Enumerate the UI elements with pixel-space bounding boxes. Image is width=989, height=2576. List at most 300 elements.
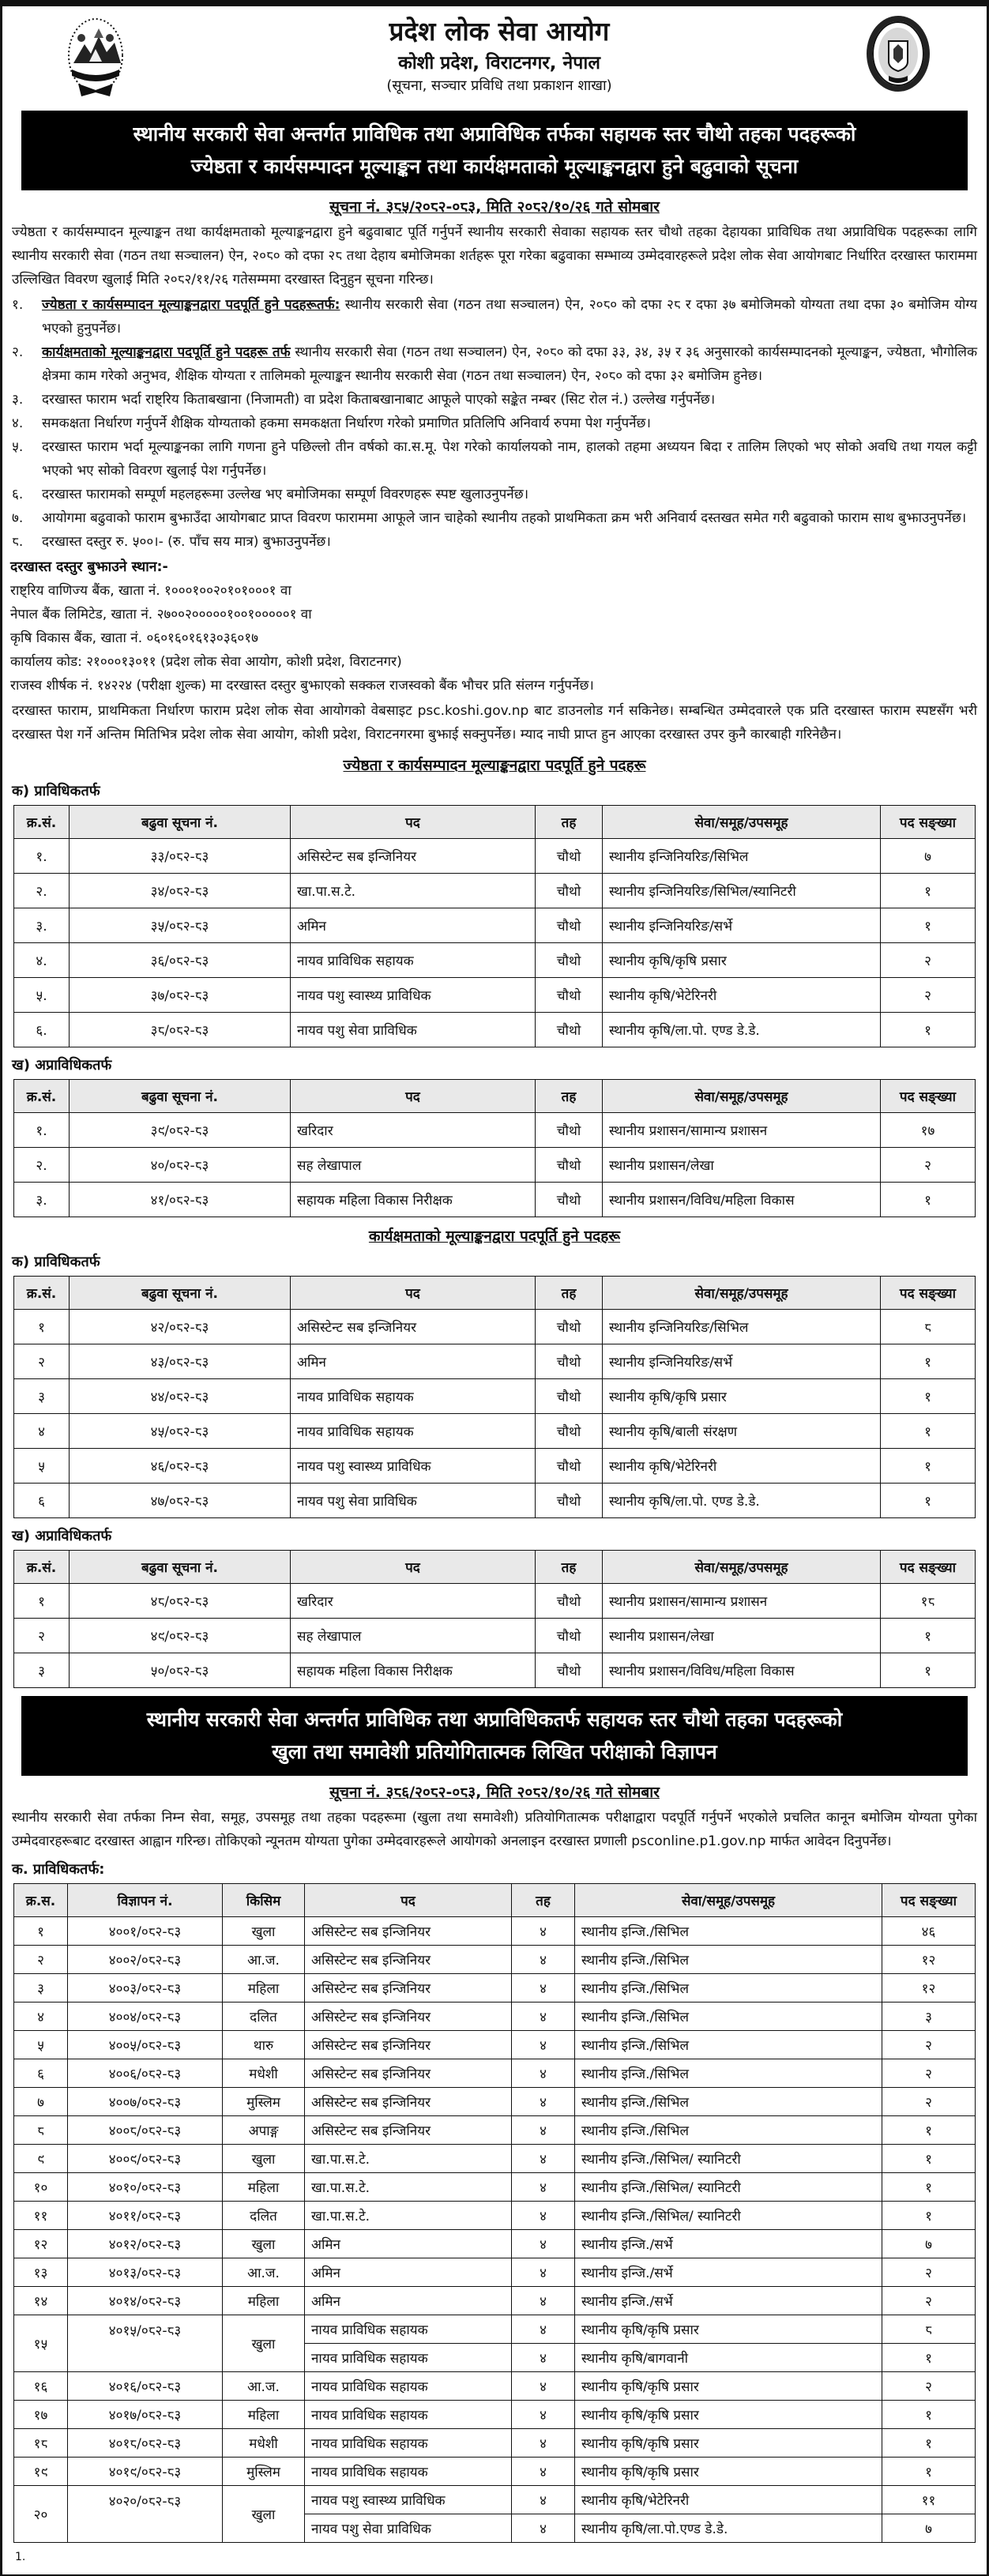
column-header: बढुवा सूचना नं.: [70, 1551, 291, 1584]
table-cell: ४: [512, 2372, 575, 2401]
table-cell: चौथो: [536, 1344, 603, 1379]
table-cell: स्थानीय इन्जि./सर्भे: [575, 2230, 882, 2258]
table-cell: ४०१०/०८२-८३: [68, 2173, 223, 2202]
table-cell: ३: [14, 1974, 68, 2003]
table-cell: ३६/०८२-८३: [70, 943, 291, 978]
table-cell: असिस्टेन्ट सब इन्जिनियर: [305, 1946, 512, 1974]
table-cell: ७: [881, 839, 976, 874]
table-cell: ४: [512, 2088, 575, 2116]
table-cell: १: [882, 2173, 976, 2202]
promotion-notice-banner: [21, 111, 968, 190]
notice-number-line: सूचना नं. ३८५/२०८२-०८३, मिति २०८२/१०/२६ गते सोमबार: [329, 198, 660, 216]
list-item: [12, 293, 977, 340]
table-cell: १७: [881, 1113, 976, 1148]
table-cell: ३: [14, 1653, 70, 1688]
column-header: सेवा/समूह/उपसमूह: [603, 1277, 881, 1310]
table-cell: ४०१९/०८२-८३: [68, 2458, 223, 2486]
column-header: बढुवा सूचना नं.: [70, 806, 291, 839]
list-item: [12, 412, 977, 435]
list-item: [12, 506, 977, 530]
table-row: [14, 874, 976, 908]
table-cell: १: [881, 1183, 976, 1217]
table-cell: स्थानीय कृषि/बागवानी: [575, 2344, 882, 2372]
list-item-lead: कार्यक्षमताको मूल्याङ्कनद्वारा पदपूर्ति हुने पदहरू तर्फ: [42, 344, 291, 360]
table-cell: अमिन: [305, 2287, 512, 2315]
table-cell: ४००३/०८२-८३: [68, 1974, 223, 2003]
table-cell: १.: [14, 839, 70, 874]
table-cell: स्थानीय कृषि/कृषि प्रसार: [575, 2401, 882, 2429]
table-cell: १: [881, 874, 976, 908]
table-cell: १.: [14, 1113, 70, 1148]
table-cell: स्थानीय इन्जि./सर्भे: [575, 2258, 882, 2287]
table-cell: खा.पा.स.टे.: [291, 874, 536, 908]
table-cell: नायव प्राविधिक सहायक: [291, 1379, 536, 1414]
table-cell: नायव प्राविधिक सहायक: [291, 943, 536, 978]
table-row: [14, 1653, 976, 1688]
open-competition-intro: स्थानीय सरकारी सेवा तर्फका निम्न सेवा, समूह, उपसमूह तथा तहका पदहरूमा (खुला तथा समावेशी) प्रतियोगितात्मक परीक्षाद्वारा पदपूर्ति गर्नुपर्ने भएकोले प्रचलित कानून बमोजिम योग्यता पुगेका उम्मेदवारहरूबाट दरखास्त आह्वान गरिन्छ। तोकिएको न्यूनतम योग्यता पुगेका उम्मेदवारहरूले आयोगको अनलाइन दरखास्त प्रणाली psconline.p1.gov.np मार्फत आवेदन दिनुपर्नेछ।: [12, 1810, 977, 1849]
table-cell: ३.: [14, 908, 70, 943]
table-header-row: [14, 1080, 976, 1113]
table-cell: चौथो: [536, 1013, 603, 1047]
table-cell: दलित: [223, 2202, 305, 2230]
table-cell: १२: [14, 2230, 68, 2258]
org-branch: (सूचना, सञ्चार प्रविधि तथा प्रकाशन शाखा): [386, 77, 612, 94]
table-cell: खुला: [223, 2486, 305, 2543]
table-row: [14, 2173, 976, 2202]
table-cell: चौथो: [536, 1449, 603, 1484]
table-cell: स्थानीय कृषि/बाली संरक्षण: [603, 1414, 881, 1449]
table-cell: स्थानीय कृषि/कृषि प्रसार: [575, 2315, 882, 2344]
column-header: क्र.सं.: [14, 1080, 70, 1113]
table-cell: ७: [14, 2088, 68, 2116]
table-cell: ४०१५/०८२-८३: [68, 2315, 223, 2372]
table-cell: ८: [882, 2315, 976, 2344]
table-cell: ११: [14, 2202, 68, 2230]
table-cell: खा.पा.स.टे.: [305, 2145, 512, 2173]
nepal-emblem-logo: [58, 14, 133, 106]
table-cell: ४००२/०८२-८३: [68, 1946, 223, 1974]
table-row: [14, 978, 976, 1013]
table-cell: १: [882, 2458, 976, 2486]
table-cell: ४०/०८२-८३: [70, 1148, 291, 1183]
column-header: क्र.सं.: [14, 806, 70, 839]
table-cell: २: [882, 2088, 976, 2116]
efficiency-nontechnical-table: [13, 1550, 976, 1688]
table-cell: स्थानीय कृषि/ला.पो.एण्ड डे.डे.: [575, 2514, 882, 2543]
seniority-section-heading: ज्येष्ठता र कार्यसम्पादन मूल्याङ्कनद्वारा पदपूर्ति हुने पदहरू: [343, 757, 646, 774]
table-row: [14, 1584, 976, 1619]
table-row: [14, 2287, 976, 2315]
table-cell: चौथो: [536, 874, 603, 908]
table-row: [14, 2003, 976, 2031]
table-cell: ४: [512, 1917, 575, 1946]
table-cell: असिस्टेन्ट सब इन्जिनियर: [291, 839, 536, 874]
table-cell: ६: [14, 1484, 70, 1518]
table-cell: ४७/०८२-८३: [70, 1484, 291, 1518]
table-cell: १: [882, 2344, 976, 2372]
table-cell: अमिन: [291, 1344, 536, 1379]
seniority-nontechnical-table: [13, 1079, 976, 1217]
table-cell: ४३/०८२-८३: [70, 1344, 291, 1379]
table-row: [14, 1484, 976, 1518]
table-row: [14, 908, 976, 943]
table-cell: २: [14, 1619, 70, 1653]
table-cell: स्थानीय इन्जि./सिभिल/ स्यानिटरी: [575, 2145, 882, 2173]
table-row: [14, 2315, 976, 2344]
column-header: पद: [291, 1080, 536, 1113]
table-cell: १: [881, 1484, 976, 1518]
org-name: प्रदेश लोक सेवा आयोग: [389, 16, 610, 47]
table-row: [14, 1113, 976, 1148]
column-header: तह: [536, 1551, 603, 1584]
table-cell: नायव पशु स्वास्थ्य प्राविधिक: [305, 2486, 512, 2514]
column-header: पद सङ्ख्या: [881, 1551, 976, 1584]
list-item-text: समकक्षता निर्धारण गर्नुपर्ने शैक्षिक योग्यताको हकमा समकक्षता निर्धारण गरेको प्रमाणित प्रतिलिपि अनिवार्य रुपमा पेश गर्नुपर्नेछ।: [42, 416, 651, 431]
column-header: पद सङ्ख्या: [881, 806, 976, 839]
table-cell: स्थानीय प्रशासन/विविध/महिला विकास: [603, 1653, 881, 1688]
table-cell: ४: [14, 2003, 68, 2031]
table-cell: असिस्टेन्ट सब इन्जिनियर: [305, 2003, 512, 2031]
table-cell: चौथो: [536, 1310, 603, 1344]
banner-line: खुला तथा समावेशी प्रतियोगितात्मक लिखित परीक्षाको विज्ञापन: [272, 1739, 717, 1763]
page-number: 1.: [15, 2551, 26, 2563]
table-cell: २०: [14, 2486, 68, 2543]
column-header: तह: [536, 1080, 603, 1113]
column-header: सेवा/समूह/उपसमूह: [603, 1551, 881, 1584]
list-item-number: ५.: [12, 439, 24, 455]
table-cell: ४००१/०८२-८३: [68, 1917, 223, 1946]
table-cell: ५: [14, 1449, 70, 1484]
table-cell: स्थानीय इन्जिनियरिङ/सिभिल: [603, 839, 881, 874]
table-cell: ४००८/०८२-८३: [68, 2116, 223, 2145]
table-cell: मुस्लिम: [223, 2088, 305, 2116]
column-header: पद सङ्ख्या: [881, 1080, 976, 1113]
table-cell: नायव प्राविधिक सहायक: [305, 2372, 512, 2401]
seniority-nontechnical-label: ख) अप्राविधिकतर्फ: [12, 1057, 112, 1074]
table-cell: स्थानीय कृषि/ला.पो. एण्ड डे.डे.: [603, 1484, 881, 1518]
table-cell: चौथो: [536, 1484, 603, 1518]
table-row: [14, 1148, 976, 1183]
table-row: [14, 1974, 976, 2003]
document-header: [10, 11, 979, 107]
list-item-text: कार्यक्षमताको मूल्याङ्कनद्वारा पदपूर्ति हुने पदहरू तर्फ स्थानीय सरकारी सेवा (गठन तथा सञ्चालन) ऐन, २०८० को दफा ३३, ३४, ३५ र ३६ अनुसारको कार्यसम्पादनको मूल्याङ्कन, ज्येष्ठता, भौगोलिक क्षेत्रमा काम गरेको अनुभव, शैक्षिक योग्यता र तालिमको मूल्याङ्कन स्थानीय सरकारी सेवा (गठन तथा सञ्चालन) ऐन, २०८० को दफा ३२ बमोजिम हुनेछ।: [42, 344, 977, 384]
table-cell: नायव प्राविधिक सहायक: [305, 2401, 512, 2429]
table-cell: चौथो: [536, 1148, 603, 1183]
table-cell: १५: [14, 2315, 68, 2372]
table-cell: ४: [512, 2514, 575, 2543]
table-cell: ४: [512, 2003, 575, 2031]
efficiency-technical-label: क) प्राविधिकतर्फ: [12, 1254, 100, 1270]
table-cell: स्थानीय इन्जि./सिभिल: [575, 2003, 882, 2031]
table-cell: १: [881, 908, 976, 943]
table-cell: स्थानीय इन्जि./सिभिल: [575, 2059, 882, 2088]
table-cell: २: [881, 978, 976, 1013]
table-cell: ४: [512, 2258, 575, 2287]
table-cell: ४: [512, 2486, 575, 2514]
table-cell: ३३/०८२-८३: [70, 839, 291, 874]
table-row: [14, 1379, 976, 1414]
table-row: [14, 1449, 976, 1484]
table-row: [14, 2145, 976, 2173]
fee-line: राजस्व शीर्षक नं. १४२२४ (परीक्षा शुल्क) मा दरखास्त दस्तुर बुझाएको सक्कल राजस्वको बैंक भौचर प्रति संलग्न गर्नुपर्नेछ।: [10, 678, 594, 694]
table-cell: स्थानीय इन्जिनियरिङ/सर्भे: [603, 1344, 881, 1379]
table-cell: स्थानीय इन्जि./सिभिल: [575, 2088, 882, 2116]
table-cell: स्थानीय इन्जिनियरिङ/सर्भे: [603, 908, 881, 943]
efficiency-technical-table: [13, 1276, 976, 1518]
table-cell: ३९/०८२-८३: [70, 1113, 291, 1148]
table-row: [14, 2059, 976, 2088]
table-cell: खा.पा.स.टे.: [305, 2202, 512, 2230]
table-cell: नायव प्राविधिक सहायक: [305, 2458, 512, 2486]
table-cell: स्थानीय प्रशासन/सामान्य प्रशासन: [603, 1584, 881, 1619]
table-row: [14, 2230, 976, 2258]
table-cell: चौथो: [536, 1379, 603, 1414]
table-header-row: [14, 1884, 976, 1917]
table-cell: खा.पा.स.टे.: [305, 2173, 512, 2202]
download-paragraph: दरखास्त फाराम, प्राथमिकता निर्धारण फाराम प्रदेश लोक सेवा आयोगको वेबसाइट psc.koshi.gov.np बाट डाउनलोड गर्न सकिनेछ। सम्बन्धित उम्मेदवारले एक प्रति दरखास्त फाराम स्पष्टसँग भरी दरखास्त पेश गर्ने अन्तिम मितिभित्र प्रदेश लोक सेवा आयोग, कोशी प्रदेश, विराटनगरमा बुझाई सक्नुपर्नेछ। म्याद नाघी प्राप्त हुन आएका दरखास्त उपर कुनै कारबाही गरिनेछैन।: [12, 703, 977, 743]
table-cell: १: [881, 1013, 976, 1047]
header-titles: [133, 14, 865, 95]
table-cell: असिस्टेन्ट सब इन्जिनियर: [305, 2031, 512, 2059]
table-cell: ३८/०८२-८३: [70, 1013, 291, 1047]
table-cell: स्थानीय कृषि/भेटेरिनरी: [575, 2486, 882, 2514]
list-item-number: ८.: [12, 534, 24, 550]
table-cell: महिला: [223, 2173, 305, 2202]
table-cell: ४००७/०८२-८३: [68, 2088, 223, 2116]
table-cell: सह लेखापाल: [291, 1619, 536, 1653]
table-row: [14, 2401, 976, 2429]
table-row: [14, 839, 976, 874]
table-header-row: [14, 1277, 976, 1310]
column-header: पद: [291, 1277, 536, 1310]
table-cell: ११: [882, 2486, 976, 2514]
banner-line: स्थानीय सरकारी सेवा अन्तर्गत प्राविधिक तथा अप्राविधिकतर्फ सहायक स्तर चौथो तहका पदहरूको: [146, 1708, 843, 1731]
table-cell: ६.: [14, 1013, 70, 1047]
table-cell: १: [881, 1653, 976, 1688]
table-cell: स्थानीय इन्जि./सिभिल/ स्यानिटरी: [575, 2202, 882, 2230]
column-header: पद: [291, 1551, 536, 1584]
table-cell: मधेशी: [223, 2059, 305, 2088]
table-cell: ४००६/०८२-८३: [68, 2059, 223, 2088]
table-cell: ३७/०८२-८३: [70, 978, 291, 1013]
table-cell: स्थानीय इन्जि./सिभिल: [575, 1946, 882, 1974]
table-cell: असिस्टेन्ट सब इन्जिनियर: [291, 1310, 536, 1344]
table-row: [14, 2458, 976, 2486]
list-item-number: १.: [12, 297, 24, 313]
column-header: सेवा/समूह/उपसमूह: [603, 806, 881, 839]
table-cell: १२: [882, 1974, 976, 2003]
advertisement-table: [13, 1883, 976, 2543]
list-item-text: दरखास्त दस्तुर रु. ५००।- (रु. पाँच सय मात्र) बुझाउनुपर्नेछ।: [42, 534, 331, 550]
table-cell: नायव प्राविधिक सहायक: [305, 2429, 512, 2458]
table-cell: चौथो: [536, 978, 603, 1013]
column-header: क्र.सं.: [14, 1277, 70, 1310]
table-cell: ८: [881, 1310, 976, 1344]
table-cell: ४०२०/०८२-८३: [68, 2486, 223, 2543]
table-cell: १९: [14, 2458, 68, 2486]
table-cell: चौथो: [536, 1183, 603, 1217]
table-cell: स्थानीय इन्जि./सिभिल: [575, 2031, 882, 2059]
table-cell: नायव पशु सेवा प्राविधिक: [291, 1484, 536, 1518]
table-cell: नायव पशु सेवा प्राविधिक: [305, 2514, 512, 2543]
table-cell: १७: [14, 2401, 68, 2429]
table-cell: ४५/०८२-८३: [70, 1414, 291, 1449]
table-row: [14, 1310, 976, 1344]
table-cell: ४: [512, 2287, 575, 2315]
table-row: [14, 2486, 976, 2514]
table-cell: ४: [512, 2344, 575, 2372]
table-cell: चौथो: [536, 1414, 603, 1449]
table-cell: ४: [512, 2458, 575, 2486]
table-cell: स्थानीय इन्जिनियरिङ/सिभिल: [603, 1310, 881, 1344]
table-cell: मधेशी: [223, 2429, 305, 2458]
table-cell: अपाङ्ग: [223, 2116, 305, 2145]
table-cell: ५०/०८२-८३: [70, 1653, 291, 1688]
table-cell: १: [882, 2202, 976, 2230]
table-cell: २: [882, 2059, 976, 2088]
table-cell: ४६: [882, 1917, 976, 1946]
list-item: [12, 483, 977, 506]
table-cell: स्थानीय कृषि/कृषि प्रसार: [575, 2372, 882, 2401]
table-cell: ७: [882, 2230, 976, 2258]
table-cell: १०: [14, 2173, 68, 2202]
table-cell: महिला: [223, 2287, 305, 2315]
column-header: पद सङ्ख्या: [882, 1884, 976, 1917]
table-cell: खुला: [223, 2145, 305, 2173]
table-row: [14, 2088, 976, 2116]
table-row: [14, 2202, 976, 2230]
table-cell: ४: [512, 2315, 575, 2344]
table-cell: स्थानीय प्रशासन/सामान्य प्रशासन: [603, 1113, 881, 1148]
table-cell: स्थानीय कृषि/कृषि प्रसार: [575, 2429, 882, 2458]
table-cell: स्थानीय इन्जि./सिभिल: [575, 2116, 882, 2145]
column-header: तह: [512, 1884, 575, 1917]
table-cell: स्थानीय प्रशासन/विविध/महिला विकास: [603, 1183, 881, 1217]
table-cell: सह लेखापाल: [291, 1148, 536, 1183]
table-cell: ७: [882, 2514, 976, 2543]
table-row: [14, 1183, 976, 1217]
table-cell: १: [882, 2429, 976, 2458]
table-cell: ३५/०८२-८३: [70, 908, 291, 943]
table-cell: ४: [512, 2031, 575, 2059]
table-cell: १: [14, 1584, 70, 1619]
table-cell: चौथो: [536, 1584, 603, 1619]
table-cell: ४०१३/०८२-८३: [68, 2258, 223, 2287]
table-cell: ४: [512, 2230, 575, 2258]
table-cell: १: [14, 1310, 70, 1344]
table-cell: सहायक महिला विकास निरीक्षक: [291, 1183, 536, 1217]
table-cell: महिला: [223, 2401, 305, 2429]
table-cell: सहायक महिला विकास निरीक्षक: [291, 1653, 536, 1688]
list-item-text: दरखास्त फाराम भर्दा राष्ट्रिय किताबखाना (निजामती) वा प्रदेश किताबखानाबाट आफूले पाएको सङ्केत नम्बर (सिट रोल नं.) उल्लेख गर्नुपर्नेछ।: [42, 392, 716, 408]
list-item-number: ६.: [12, 487, 24, 502]
table-cell: ४: [512, 2429, 575, 2458]
efficiency-nontechnical-label: ख) अप्राविधिकतर्फ: [12, 1528, 112, 1544]
table-cell: चौथो: [536, 839, 603, 874]
table-cell: असिस्टेन्ट सब इन्जिनियर: [305, 2088, 512, 2116]
table-cell: अमिन: [291, 908, 536, 943]
table-cell: ४०१६/०८२-८३: [68, 2372, 223, 2401]
table-cell: १: [882, 2116, 976, 2145]
table-cell: २.: [14, 874, 70, 908]
table-cell: नायव पशु सेवा प्राविधिक: [291, 1013, 536, 1047]
table-cell: १: [881, 1414, 976, 1449]
table-cell: ४.: [14, 943, 70, 978]
list-item-number: ७.: [12, 510, 24, 526]
column-header: बढुवा सूचना नं.: [70, 1080, 291, 1113]
table-cell: खरिदार: [291, 1584, 536, 1619]
table-cell: २: [14, 1344, 70, 1379]
table-cell: खुला: [223, 2315, 305, 2372]
table-cell: स्थानीय इन्जि./सिभिल: [575, 1917, 882, 1946]
table-cell: ६: [14, 2059, 68, 2088]
table-cell: ४: [512, 2116, 575, 2145]
table-cell: १: [881, 1344, 976, 1379]
table-row: [14, 943, 976, 978]
table-cell: १८: [881, 1584, 976, 1619]
advert-technical-label: क. प्राविधिकतर्फ:: [12, 1861, 105, 1878]
table-cell: स्थानीय कृषि/भेटेरिनरी: [603, 978, 881, 1013]
table-cell: दलित: [223, 2003, 305, 2031]
table-row: [14, 1414, 976, 1449]
commission-seal-logo: [865, 14, 931, 96]
list-item-number: ४.: [12, 416, 24, 431]
table-cell: स्थानीय इन्जि./सर्भे: [575, 2287, 882, 2315]
table-cell: ४: [14, 1414, 70, 1449]
column-header: सेवा/समूह/उपसमूह: [603, 1080, 881, 1113]
efficiency-section-heading: कार्यक्षमताको मूल्याङ्कनद्वारा पदपूर्ति हुने पदहरू: [368, 1228, 621, 1245]
table-cell: ४०१२/०८२-८३: [68, 2230, 223, 2258]
column-header: तह: [536, 1277, 603, 1310]
column-header: पद: [291, 806, 536, 839]
table-cell: २: [14, 1946, 68, 1974]
table-row: [14, 2429, 976, 2458]
notice-intro-paragraph: ज्येष्ठता र कार्यसम्पादन मूल्याङ्कन तथा कार्यक्षमताको मूल्याङ्कनद्वारा हुने बढुवाबाट पूर्ति गर्नुपर्ने स्थानीय सरकारी सेवाका सहायक स्तर चौथो तहका देहायका प्राविधिक तथा अप्राविधिक पदहरूका लागि स्थानीय सरकारी सेवा (गठन तथा सञ्चालन) ऐन, २०८० को दफा २८ तथा देहाय बमोजिमका शर्तहरू पूरा गरेका बढुवाका सम्भाव्य उम्मेदवारहरूले प्रदेश लोक सेवा आयोगबाट निर्धारित दरखास्त फाराममा उल्लिखित विवरण खुलाई मिति २०८२/११/२६ गतेसम्ममा दरखास्त दिनुहुन सूचना गरिन्छ।: [12, 224, 977, 288]
table-cell: १८: [14, 2429, 68, 2458]
table-cell: खरिदार: [291, 1113, 536, 1148]
table-cell: नायव पशु स्वास्थ्य प्राविधिक: [291, 1449, 536, 1484]
table-cell: असिस्टेन्ट सब इन्जिनियर: [305, 1917, 512, 1946]
table-cell: स्थानीय इन्जि./सिभिल: [575, 1974, 882, 2003]
table-cell: नायव प्राविधिक सहायक: [305, 2315, 512, 2344]
table-cell: १: [882, 2145, 976, 2173]
list-item: [12, 388, 977, 412]
table-cell: चौथो: [536, 943, 603, 978]
table-cell: स्थानीय कृषि/कृषि प्रसार: [575, 2458, 882, 2486]
table-cell: १६: [14, 2372, 68, 2401]
table-cell: असिस्टेन्ट सब इन्जिनियर: [305, 1974, 512, 2003]
table-cell: आ.ज.: [223, 1946, 305, 1974]
table-cell: २: [882, 2031, 976, 2059]
table-cell: २: [882, 2287, 976, 2315]
table-cell: ३.: [14, 1183, 70, 1217]
banner-line: स्थानीय सरकारी सेवा अन्तर्गत प्राविधिक तथा अप्राविधिक तर्फका सहायक स्तर चौथो तहका पदहरूको: [133, 122, 856, 145]
table-cell: ४: [512, 1974, 575, 2003]
table-header-row: [14, 1551, 976, 1584]
table-cell: स्थानीय इन्जि./सिभिल/ स्यानिटरी: [575, 2173, 882, 2202]
seniority-technical-label: क) प्राविधिकतर्फ: [12, 783, 100, 799]
table-cell: १: [881, 1379, 976, 1414]
table-cell: २.: [14, 1148, 70, 1183]
column-header: क्र.सं.: [14, 1551, 70, 1584]
table-cell: ८: [14, 2116, 68, 2145]
table-cell: ४९/०८२-८३: [70, 1619, 291, 1653]
list-item: [12, 340, 977, 388]
table-cell: स्थानीय कृषि/भेटेरिनरी: [603, 1449, 881, 1484]
table-cell: आ.ज.: [223, 2258, 305, 2287]
table-cell: १: [14, 1917, 68, 1946]
fee-lines: [10, 579, 979, 698]
